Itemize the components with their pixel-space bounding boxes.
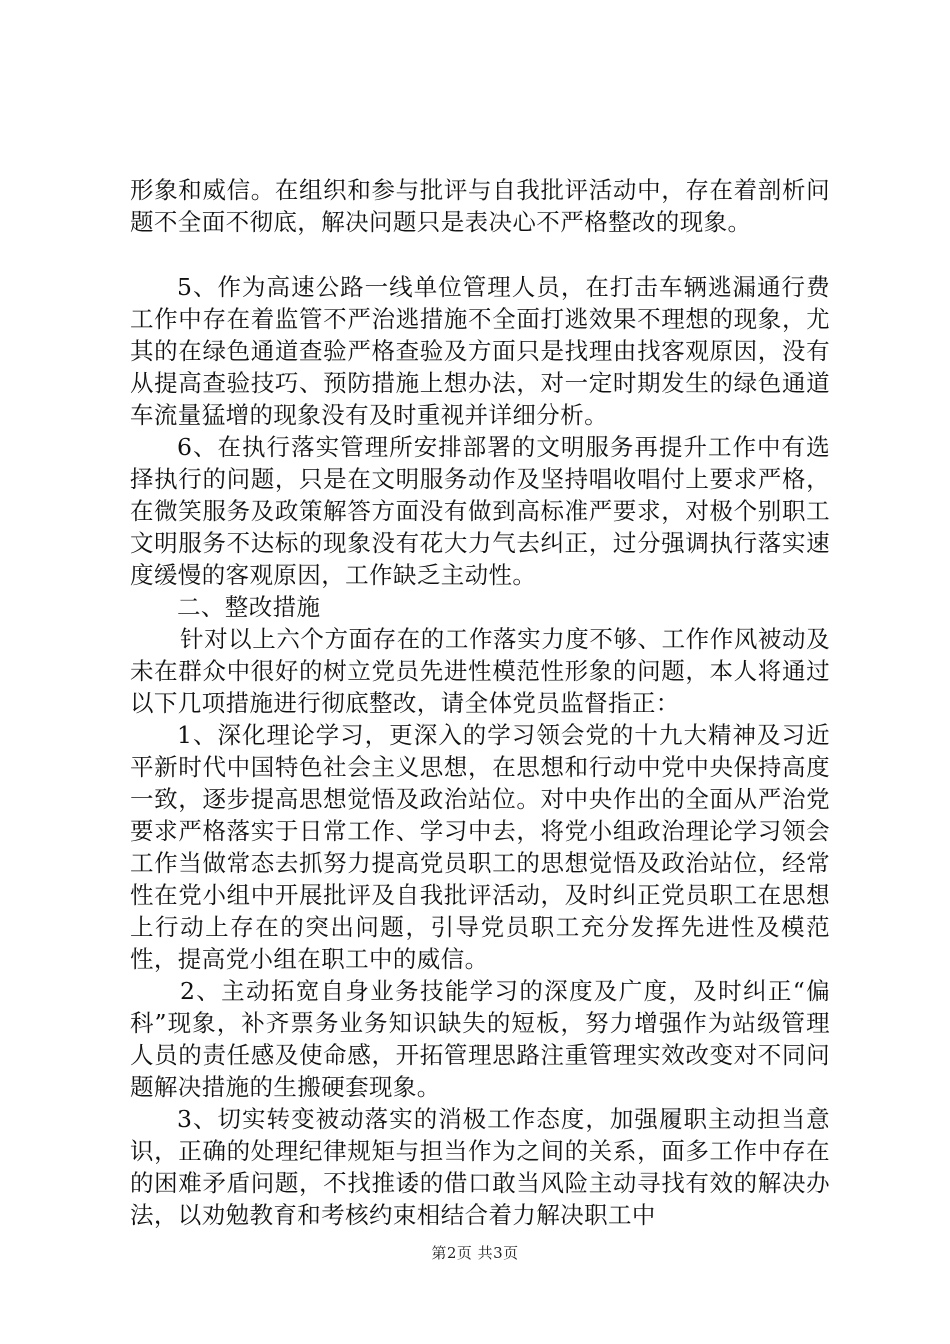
paragraph-measure-2: 2、主动拓宽自身业务技能学习的深度及广度，及时纠正“偏科”现象，补齐票务业务知识缺失的短板，努力增强作为站级管理人员的责任感及使命感，开拓管理思路注重管理实效改变对不同问题解决措施的生搬硬套现象。: [130, 977, 830, 1101]
section-heading-rectification: 二、整改措施: [177, 593, 321, 621]
paragraph-rectification-intro: 针对以上六个方面存在的工作落实力度不够、工作作风被动及未在群众中很好的树立党员先进性模范性形象的问题，本人将通过以下几项措施进行彻底整改，请全体党员监督指正：: [130, 625, 830, 717]
document-body: [130, 174, 830, 1231]
paragraph-measure-1: 1、深化理论学习，更深入的学习领会党的十九大精神及习近平新时代中国特色社会主义思想，在思想和行动中党中央保持高度一致，逐步提高思想觉悟及政治站位。对中央作出的全面从严治党要求严格落实于日常工作、学习中去，将党小组政治理论学习领会工作当做常态去抓努力提高党员职工的思想觉悟及政治站位，经常性在党小组中开展批评及自我批评活动，及时纠正党员职工在思想上行动上存在的突出问题，引导党员职工充分发挥先进性及模范性，提高党小组在职工中的威信。: [130, 721, 830, 973]
paragraph-item-6: 6、在执行落实管理所安排部署的文明服务再提升工作中有选择执行的问题，只是在文明服务动作及坚持唱收唱付上要求严格，在微笑服务及政策解答方面没有做到高标准严要求，对极个别职工文明服务不达标的现象没有花大力气去纠正，过分强调执行落实速度缓慢的客观原因，工作缺乏主动性。: [130, 433, 830, 589]
page-number-footer: 第2页 共3页: [431, 1244, 519, 1262]
paragraph-item-5: 5、作为高速公路一线单位管理人员，在打击车辆逃漏通行费工作中存在着监管不严治逃措施不全面打逃效果不理想的现象，尤其的在绿色通道查验严格查验及方面只是找理由找客观原因，没有从提高查验技巧、预防措施上想办法，对一定时期发生的绿色通道车流量猛增的现象没有及时重视并详细分析。: [130, 273, 830, 429]
paragraph-measure-3: 3、切实转变被动落实的消极工作态度，加强履职主动担当意识，正确的处理纪律规矩与担当作为之间的关系，面多工作中存在的困难矛盾问题，不找推诿的借口敢当风险主动寻找有效的解决办法，以劝勉教育和考核约束相结合着力解决职工中: [130, 1105, 830, 1229]
paragraph-continuation: 形象和威信。在组织和参与批评与自我批评活动中，存在着剖析问题不全面不彻底，解决问题只是表决心不严格整改的现象。: [130, 176, 830, 236]
